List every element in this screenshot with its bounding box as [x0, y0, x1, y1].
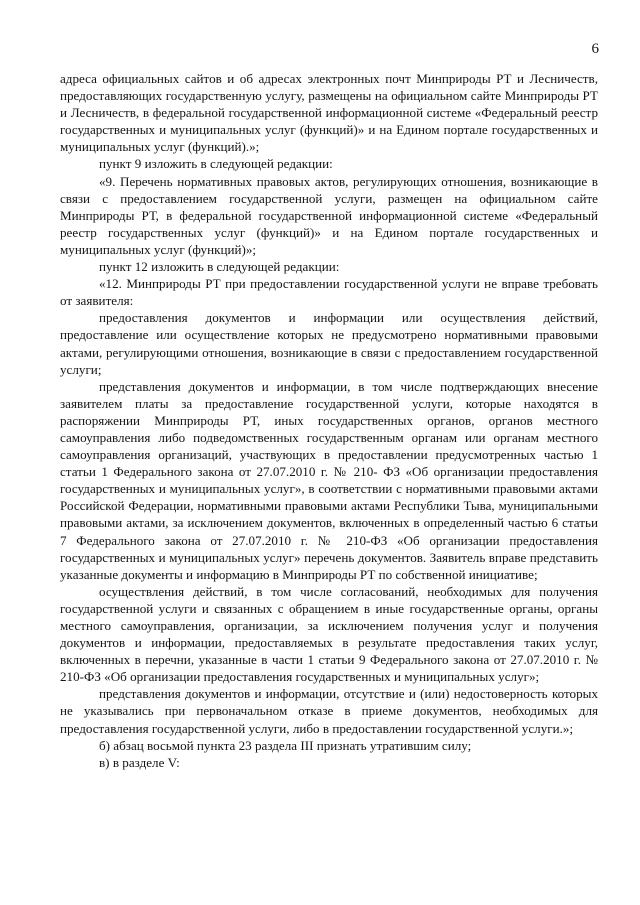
paragraph-item-12-point-3: осуществления действий, в том числе согласований, необходимых для получения государственной услуги и связанных с обращением в иные государственные органы, органы местного самоуправления, организации, за исключением получения услуг и получения документов и информации, предоставляемых в результате предоставления таких услуг, включенных в перечни, указанные в части 1 статьи 9 Федерального закона от 27.07.2010 г. № 210-ФЗ «Об организации предоставления государственных и муниципальных услуг»;: [60, 583, 598, 685]
paragraph-subitem-b: б) абзац восьмой пункта 23 раздела III признать утратившим силу;: [99, 737, 472, 753]
page-number: 6: [591, 41, 599, 57]
paragraph-item-12-intro: «12. Минприроды РТ при предоставлении государственной услуги не вправе требовать от заявителя:: [60, 276, 598, 309]
paragraph-item-9-text: «9. Перечень нормативных правовых актов, регулирующих отношения, возникающие в связи с предоставлением государственной услуги, размещен на официальном сайте Минприроды РТ, в федеральной государственной информационной системе «Федеральный реестр государственных услуг (функций)» и на Едином портале государственных и муниципальных услуг (функций)»;: [60, 173, 598, 257]
paragraph-item-12-point-4: представления документов и информации, отсутствие и (или) недостоверность которых не указывались при первоначальном отказе в приеме документов, необходимых для предоставления государственной услуги, либо в предоставлении государственной услуги.»;: [60, 686, 598, 736]
document-body: [60, 70, 598, 771]
paragraph-instruction-item-12: пункт 12 изложить в следующей редакции:: [99, 259, 340, 275]
paragraph-continuation: адреса официальных сайтов и об адресах электронных почт Минприроды РТ и Лесничеств, предоставляющих государственную услугу, размещены на официальном сайте Минприроды РТ и Лесничеств, в федеральной государственной информационной системе «Федеральный реестр государственных и муниципальных услуг (функций)» и на Едином портале государственных и муниципальных услуг (функций).»;: [60, 71, 598, 155]
paragraph-item-12-point-1: предоставления документов и информации или осуществления действий, предоставление или осуществление которых не предусмотрено нормативными правовыми актами, регулирующими отношения, возникающие в связи с предоставлением государственной услуги;: [60, 310, 598, 377]
paragraph-instruction-item-9: пункт 9 изложить в следующей редакции:: [99, 156, 333, 172]
paragraph-subitem-v: в) в разделе V:: [99, 754, 180, 770]
paragraph-item-12-point-2: представления документов и информации, в том числе подтверждающих внесение заявителем платы за предоставление государственной услуги, которые находятся в распоряжении Минприроды РТ, иных государственных органов, органов местного самоуправления либо подведомственных государственным органам или органам местного самоуправления организаций, участвующих в предоставлении предусмотренных частью 1 статьи 1 Федерального закона от 27.07.2010 г. № 210- ФЗ «Об организации предоставления государственных и муниципальных услуг», в соответствии с нормативными правовыми актами Российской Федерации, нормативными правовыми актами Республики Тыва, муниципальными правовыми актами, за исключением документов, включенных в определенный частью 6 статьи 7 Федерального закона от 27.07.2010 г. № 210-ФЗ «Об организации предоставления государственных и муниципальных услуг» перечень документов. Заявитель вправе представить указанные документы и информацию в Минприроды РТ по собственной инициативе;: [60, 378, 598, 582]
